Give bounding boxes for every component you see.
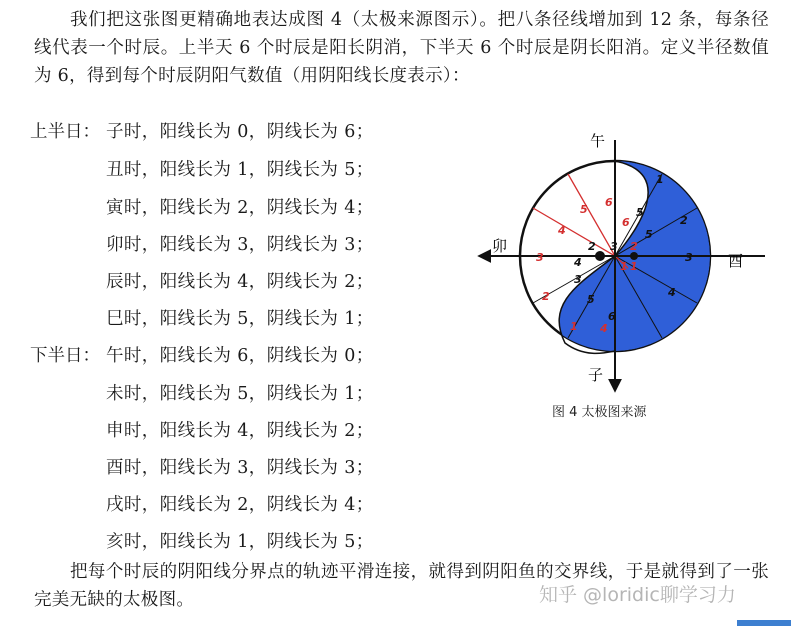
hour-row: 寅时，阳线长为 2，阴线长为 4； [106, 198, 374, 218]
radius-number: 3 [685, 251, 693, 264]
radius-number: 4 [668, 286, 676, 299]
hour-row: 巳时，阳线长为 5，阴线长为 1； [106, 309, 374, 329]
hour-row: 午时，阳线长为 6，阴线长为 0； [106, 346, 374, 366]
hour-row: 未时，阳线长为 5，阴线长为 1； [106, 384, 374, 404]
radius-number: 6 [608, 310, 616, 323]
radius-number: 3 [536, 251, 544, 264]
upper-half-label: 上半日： [30, 122, 100, 142]
radius-number: 4 [574, 256, 582, 269]
radius-number: 2 [542, 290, 550, 303]
radius-number: 1 [620, 260, 628, 273]
taiji-figure [470, 118, 780, 418]
label-wu: 午 [590, 132, 606, 150]
watermark: 知乎 @loridic聊学习力 [539, 584, 736, 606]
label-mao: 卯 [492, 237, 508, 255]
hour-row: 申时，阳线长为 4，阴线长为 2； [106, 421, 374, 441]
radius-number: 2 [680, 214, 688, 227]
radius-number: 3 [574, 273, 582, 286]
radius-number: 2 [588, 240, 596, 253]
radius-number: 2 [630, 240, 638, 253]
radius-number: 5 [580, 203, 588, 216]
hour-row: 戌时，阳线长为 2，阴线长为 4； [106, 495, 374, 515]
radius-number: 6 [622, 216, 630, 229]
radius-number: 5 [636, 206, 644, 219]
radius-number: 5 [645, 228, 653, 241]
radius-number: 3 [610, 240, 618, 253]
radius-number: 1 [656, 173, 664, 186]
radius-number: 1 [630, 260, 638, 273]
watermark-bar [737, 620, 791, 626]
radius-number: 6 [605, 196, 613, 209]
taiji-diagram [470, 118, 780, 418]
lower-half-label: 下半日： [30, 346, 100, 366]
intro-paragraph: 我们把这张图更精确地表达成图 4（太极来源图示）。把八条径线增加到 12 条，每条径线代表一个时辰。上半天 6 个时辰是阳长阴消，下半天 6 个时辰是阴长阳消。定义半径数值为 6，得到每个时辰阴阳气数值（用阴阳线长度表示）： [34, 10, 769, 86]
label-zi: 子 [588, 366, 604, 384]
hour-row: 丑时，阳线长为 1，阴线长为 5； [106, 160, 374, 180]
hour-row: 卯时，阳线长为 3，阴线长为 3； [106, 235, 374, 255]
hour-row: 子时，阳线长为 0，阴线长为 6； [106, 122, 374, 142]
radius-number: 4 [558, 224, 566, 237]
radius-number: 4 [600, 322, 608, 335]
conclusion-paragraph: 把每个时辰的阴阳线分界点的轨迹平滑连接，就得到阴阳鱼的交界线，于是就得到了一张完美无缺的太极图。 [34, 562, 769, 610]
hour-row: 酉时，阳线长为 3，阴线长为 3； [106, 458, 374, 478]
radius-number: 5 [587, 293, 595, 306]
hour-row: 亥时，阳线长为 1，阴线长为 5； [106, 532, 374, 552]
label-you: 酉 [728, 252, 744, 270]
radius-number: 1 [570, 320, 578, 333]
hour-row: 辰时，阳线长为 4，阴线长为 2； [106, 272, 374, 292]
figure-caption: 图 4 太极图来源 [552, 405, 647, 420]
